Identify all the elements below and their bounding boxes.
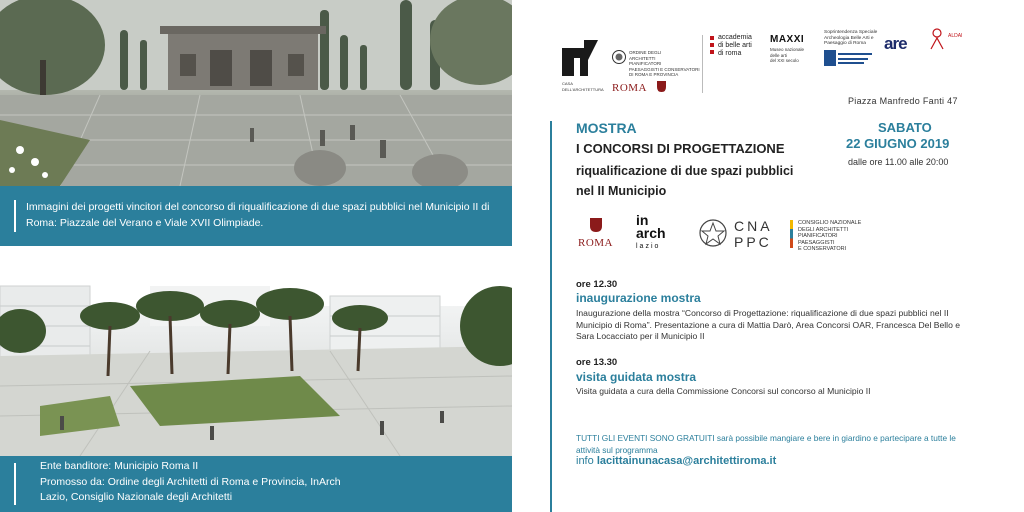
roma-partner-logo: [578, 218, 613, 249]
inarch-lazio: lazio: [636, 243, 661, 250]
maxxi-line: delle arti: [770, 52, 788, 58]
program-description: Inaugurazione della mostra “Concorso di Progettazione: riqualificazione di due spazi pubblici nel II Municipio di Roma”. Presentazione a cura di Mattia Darò, Area Concorsi OAR, Francesca Del Bello e Sara Locacciato per il Municipio II: [576, 308, 961, 341]
cnappc-text-line: PIANIFICATORI: [798, 233, 838, 239]
cnappc-text-line: DEGLI ARCHITETTI: [798, 226, 849, 233]
cnappc-line: CNA: [734, 218, 773, 234]
credits-band: [0, 456, 512, 512]
event-title: I CONCORSI DI PROGETTAZIONE: [576, 141, 785, 156]
ordine-line: ORDINE DEGLI: [629, 50, 662, 55]
venue-address: Piazza Manfredo Fanti 47: [848, 96, 958, 106]
ordine-line: DI ROMA E PROVINCIA: [629, 72, 679, 77]
info-email-link[interactable]: lacittainunacasa@architettiroma.it: [596, 455, 777, 467]
soprintendenza-line: Archeologia Belle Arti e: [824, 35, 874, 41]
ministero-icon: [824, 50, 874, 66]
inarch-logo: [636, 214, 666, 253]
aldai-figure-icon: [928, 28, 946, 50]
program-title: inaugurazione mostra: [576, 291, 701, 305]
render-viale-olimpiade: [0, 246, 512, 456]
caption-accent-bar: [14, 200, 16, 232]
soprintendenza-line: Soprintendenza Speciale: [824, 30, 878, 35]
free-events-rest: sarà possibile mangiare e bere in giardino e partecipare a tutte le attività sul programma: [576, 433, 956, 455]
credit-line: Promosso da: Ordine degli Architetti di Roma e Provincia, InArch: [40, 475, 341, 488]
cnappc-emblem-icon: [698, 218, 728, 248]
roma-header-logo: [612, 78, 666, 96]
header-separator: [702, 35, 703, 93]
maxxi-logo: [770, 34, 804, 64]
event-date: 22 GIUGNO 2019: [846, 136, 950, 151]
event-day: SABATO: [878, 120, 932, 135]
event-kind: MOSTRA: [576, 120, 637, 136]
inarch-in: in: [636, 212, 649, 228]
credits-text: [40, 459, 490, 506]
credit-line: Lazio, Consiglio Nazionale degli Architetti: [40, 491, 233, 503]
are-label: are: [884, 34, 907, 53]
free-events-caps: TUTTI GLI EVENTI SONO GRATUITI: [576, 433, 715, 443]
top-caption-text: Immagini dei progetti vincitori del concorso di riqualificazione di due spazi pubblici nel Municipio II di Roma: Piazzale del Verano e Viale XVII Olimpiade.: [26, 201, 490, 229]
accademia-line: di roma: [718, 50, 742, 57]
casa-architettura-label: CASA DELL'ARCHITETTURA: [562, 81, 604, 92]
maxxi-label: MAXXI: [770, 34, 805, 45]
roma-partner-label: ROMA: [578, 237, 614, 249]
are-logo: [884, 34, 907, 54]
render-piazzale-verano: [0, 0, 512, 186]
program-time: ore 12.30: [576, 279, 618, 290]
soprintendenza-line: Paesaggio di Roma: [824, 41, 866, 46]
top-caption-band: [0, 186, 512, 246]
cnappc-line: PPC: [734, 234, 772, 250]
maxxi-line: Museo nazionale: [770, 47, 805, 52]
ordine-line: PIANIFICATORI: [629, 61, 662, 66]
cnappc-stripe: [790, 220, 793, 248]
accademia-line: accademia: [718, 34, 752, 41]
soprintendenza-logo: [824, 30, 877, 71]
program-description: Visita guidata a cura della Commissione Concorsi sul concorso al Municipio II: [576, 386, 871, 396]
right-panel: [512, 0, 1024, 512]
free-events-note: [576, 432, 976, 456]
roma-header-label: ROMA: [612, 82, 648, 94]
casa-architettura-logo: [562, 40, 602, 90]
piazzale-illustration: [0, 0, 512, 186]
cnappc-text-line: PAESAGGISTI: [798, 239, 835, 246]
accademia-dots-icon: [710, 36, 716, 56]
credits-accent-bar: [14, 463, 16, 505]
cnappc-text-line: CONSIGLIO NAZIONALE: [798, 220, 862, 226]
info-label: info: [576, 455, 594, 467]
info-line: [576, 455, 776, 467]
viale-illustration: [0, 246, 512, 456]
inarch-arch: arch: [636, 225, 666, 241]
program-time: ore 13.30: [576, 357, 618, 368]
cnappc-text-line: E CONSERVATORI: [798, 246, 847, 252]
content-accent-line: [550, 121, 552, 512]
roma-shield-icon: [657, 81, 666, 92]
program-title: visita guidata mostra: [576, 370, 697, 384]
event-subtitle: riqualificazione di due spazi pubblici nel II Municipio: [576, 164, 794, 198]
credit-line: Ente banditore: Municipio Roma II: [40, 460, 199, 472]
ordine-seal-icon: [612, 50, 626, 64]
ordine-line: PAESAGGISTI E CONSERVATORI: [629, 66, 700, 72]
maxxi-line: del XXI secolo: [770, 58, 799, 63]
casa-architettura-icon: [562, 40, 602, 76]
event-hours: dalle ore 11.00 alle 20:00: [848, 157, 949, 167]
accademia-line: di belle arti: [718, 42, 752, 49]
ordine-line: ARCHITETTI: [629, 55, 656, 61]
aldai-label: ALDAI: [948, 33, 963, 39]
roma-partner-shield-icon: [590, 218, 602, 232]
